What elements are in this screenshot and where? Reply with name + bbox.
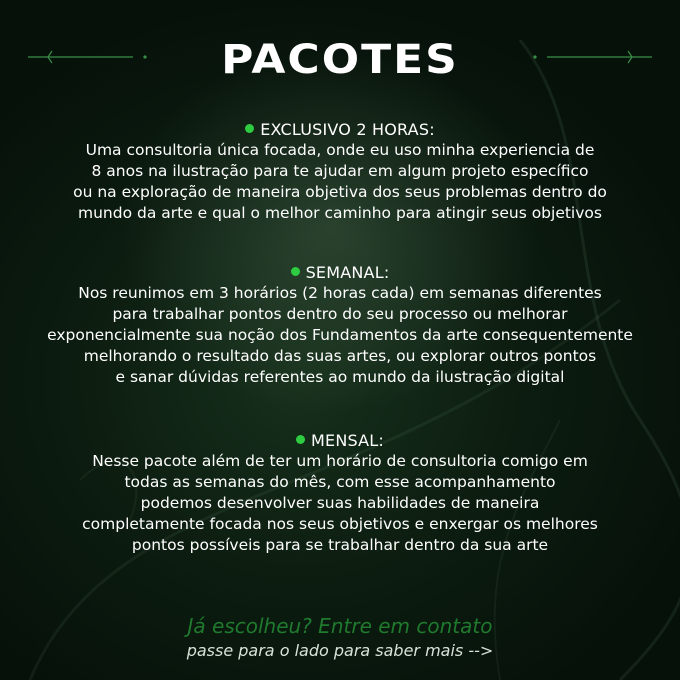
- package-description-line: mundo da arte e qual o melhor caminho para atingir seus objetivos: [78, 204, 602, 222]
- package-description-line: melhorando o resultado das suas artes, ou explorar outros pontos: [83, 347, 597, 365]
- package-heading-label: SEMANAL:: [305, 263, 390, 282]
- package-description-line: para trabalhar pontos dentro do seu processo ou melhorar: [112, 305, 568, 323]
- bullet-dot-icon: [291, 267, 300, 276]
- package-heading: [0, 262, 680, 283]
- package-description-line: pontos possíveis para se trabalhar dentro da sua arte: [131, 536, 549, 554]
- package-heading-label: EXCLUSIVO 2 HORAS:: [260, 120, 435, 139]
- page-title: PACOTES: [221, 36, 459, 83]
- bullet-dot-icon: [296, 435, 305, 444]
- contact-call-to-action: Já escolheu? Entre em contato: [187, 614, 493, 638]
- title-ornament-right: [522, 47, 652, 67]
- package-description-line: todas as semanas do mês, com esse acompanhamento: [124, 473, 556, 491]
- package-description-line: e sanar dúvidas referentes ao mundo da ilustração digital: [115, 368, 565, 386]
- package-description-line: ou na exploração de maneira objetiva dos seus problemas dentro do: [73, 183, 607, 201]
- package-description-line: exponencialmente sua noção dos Fundamentos da arte consequentemente: [47, 326, 633, 344]
- package-description-line: completamente focada nos seus objetivos e enxergar os melhores: [82, 515, 598, 533]
- package-heading: [0, 119, 680, 140]
- package-description-line: Nos reunimos em 3 horários (2 horas cada) em semanas diferentes: [78, 284, 602, 302]
- package-heading-label: MENSAL:: [311, 431, 384, 450]
- package-heading: [0, 430, 680, 451]
- package-mensal: [0, 430, 680, 556]
- package-description-line: podemos desenvolver suas habilidades de maneira: [140, 494, 540, 512]
- package-description-line: Uma consultoria única focada, onde eu uso minha experiencia de: [85, 141, 595, 159]
- bullet-dot-icon: [245, 124, 254, 133]
- swipe-hint: passe para o lado para saber mais -->: [186, 641, 494, 660]
- package-description-line: Nesse pacote além de ter um horário de consultoria comigo em: [92, 452, 588, 470]
- package-description-line: 8 anos na ilustração para te ajudar em algum projeto específico: [91, 162, 589, 180]
- package-exclusivo: [0, 119, 680, 224]
- package-semanal: [0, 262, 680, 388]
